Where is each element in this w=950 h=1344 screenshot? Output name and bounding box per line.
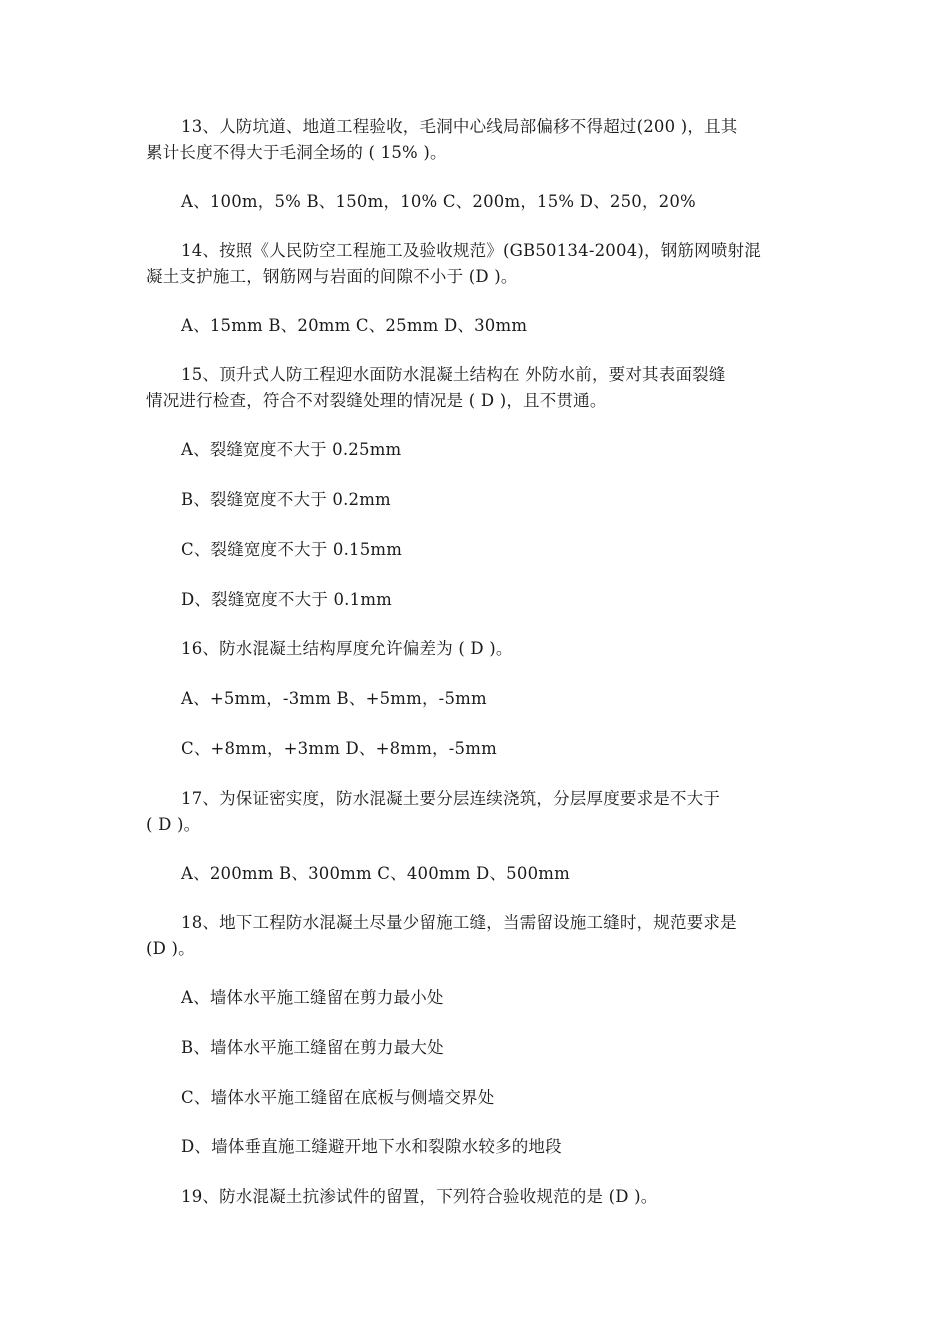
question-15-option-b: B、裂缝宽度不大于 0.2mm	[181, 490, 391, 509]
question-15-option-a: A、裂缝宽度不大于 0.25mm	[181, 440, 402, 459]
question-13-line-2: 累计长度不得大于毛洞全场的 ( 15% )。	[146, 143, 447, 162]
question-15-line-2: 情况进行检查，符合不对裂缝处理的情况是 ( D )，且不贯通。	[146, 391, 607, 410]
question-18-option-a: A、墙体水平施工缝留在剪力最小处	[181, 988, 444, 1007]
question-13-options: A、100m，5% B、150m，10% C、200m，15% D、250，20%	[181, 192, 696, 211]
question-15-option-c: C、裂缝宽度不大于 0.15mm	[181, 540, 403, 559]
question-18-line-1: 18、地下工程防水混凝土尽量少留施工缝，当需留设施工缝时，规范要求是	[181, 913, 737, 932]
question-14-line-2: 凝土支护施工，钢筋网与岩面的间隙不小于 (D )。	[146, 267, 518, 286]
question-17-options: A、200mm B、300mm C、400mm D、500mm	[181, 864, 570, 883]
question-17-line-1: 17、为保证密实度，防水混凝土要分层连续浇筑，分层厚度要求是不大于	[181, 789, 721, 808]
question-16-options-cd: C、+8mm，+3mm D、+8mm，-5mm	[181, 739, 497, 758]
question-15-line-1: 15、顶升式人防工程迎水面防水混凝土结构在 外防水前，要对其表面裂缝	[181, 365, 726, 384]
question-18-option-b: B、墙体水平施工缝留在剪力最大处	[181, 1038, 444, 1057]
question-16-options-ab: A、+5mm，-3mm B、+5mm，-5mm	[181, 689, 487, 708]
question-14-options: A、15mm B、20mm C、25mm D、30mm	[181, 316, 528, 335]
question-19-line-1: 19、防水混凝土抗渗试件的留置，下列符合验收规范的是 (D )。	[181, 1187, 658, 1206]
question-18-line-2: (D )。	[146, 939, 195, 958]
question-16-line-1: 16、防水混凝土结构厚度允许偏差为 ( D )。	[181, 639, 513, 658]
question-15-option-d: D、裂缝宽度不大于 0.1mm	[181, 590, 393, 609]
question-13-line-1: 13、人防坑道、地道工程验收，毛洞中心线局部偏移不得超过(200 )，且其	[181, 117, 738, 136]
question-17-line-2: ( D )。	[146, 815, 201, 834]
question-14-line-1: 14、按照《人民防空工程施工及验收规范》(GB50134-2004)，钢筋网喷射混	[181, 241, 761, 260]
question-18-option-d: D、墙体垂直施工缝避开地下水和裂隙水较多的地段	[181, 1137, 562, 1156]
question-18-option-c: C、墙体水平施工缝留在底板与侧墙交界处	[181, 1088, 495, 1107]
